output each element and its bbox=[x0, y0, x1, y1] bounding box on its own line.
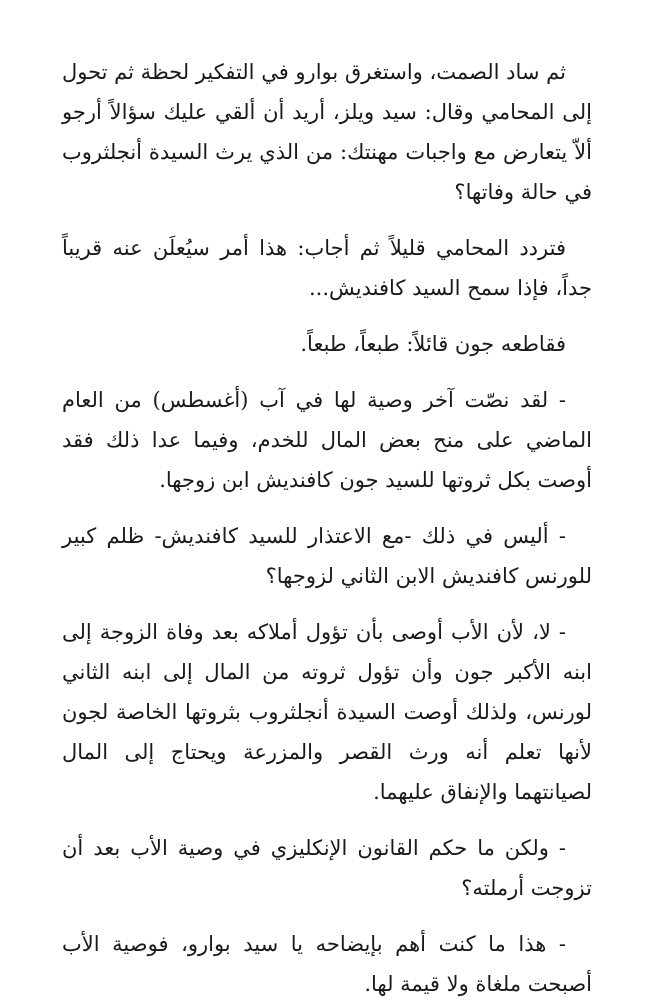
paragraph-3: فقاطعه جون قائلاً: طبعاً، طبعاً. bbox=[300, 332, 566, 356]
page-body bbox=[62, 52, 592, 1004]
paragraph-4: - لقد نصّت آخر وصية لها في آب (أغسطس) من العام الماضي على منح بعض المال للخدم، وفيما عدا ذلك فقد أوصت بكل ثروتها للسيد جون كافنديش ابن زوجها. bbox=[62, 388, 592, 492]
paragraph-7: - ولكن ما حكم القانون الإنكليزي في وصية الأب بعد أن تزوجت أرملته؟ bbox=[62, 836, 592, 900]
paragraph-1: ثم ساد الصمت، واستغرق بوارو في التفكير لحظة ثم تحول إلى المحامي وقال: سيد ويلز، أريد أن ألقي عليك سؤالاً أرجو ألاّ يتعارض مع واجبات مهنتك: من الذي يرث السيدة أنجلثروب في حالة وفاتها؟ bbox=[62, 60, 592, 204]
paragraph-8: - هذا ما كنت أهم بإيضاحه يا سيد بوارو، فوصية الأب أصبحت ملغاة ولا قيمة لها. bbox=[62, 932, 592, 996]
paragraph-2: فتردد المحامي قليلاً ثم أجاب: هذا أمر سيُعلَن عنه قريباً جداً، فإذا سمح السيد كافنديش... bbox=[62, 236, 592, 300]
paragraph-5: - أليس في ذلك -مع الاعتذار للسيد كافنديش- ظلم كبير للورنس كافنديش الابن الثاني لزوجها؟ bbox=[62, 524, 592, 588]
paragraph-6: - لا، لأن الأب أوصى بأن تؤول أملاكه بعد وفاة الزوجة إلى ابنه الأكبر جون وأن تؤول ثروته من المال إلى ابنه الثاني لورنس، ولذلك أوصت السيدة أنجلثروب بثروتها الخاصة لجون لأنها تعلم أنه ورث القصر والمزرعة ويحتاج إلى المال لصيانتهما والإنفاق عليهما. bbox=[62, 620, 592, 804]
